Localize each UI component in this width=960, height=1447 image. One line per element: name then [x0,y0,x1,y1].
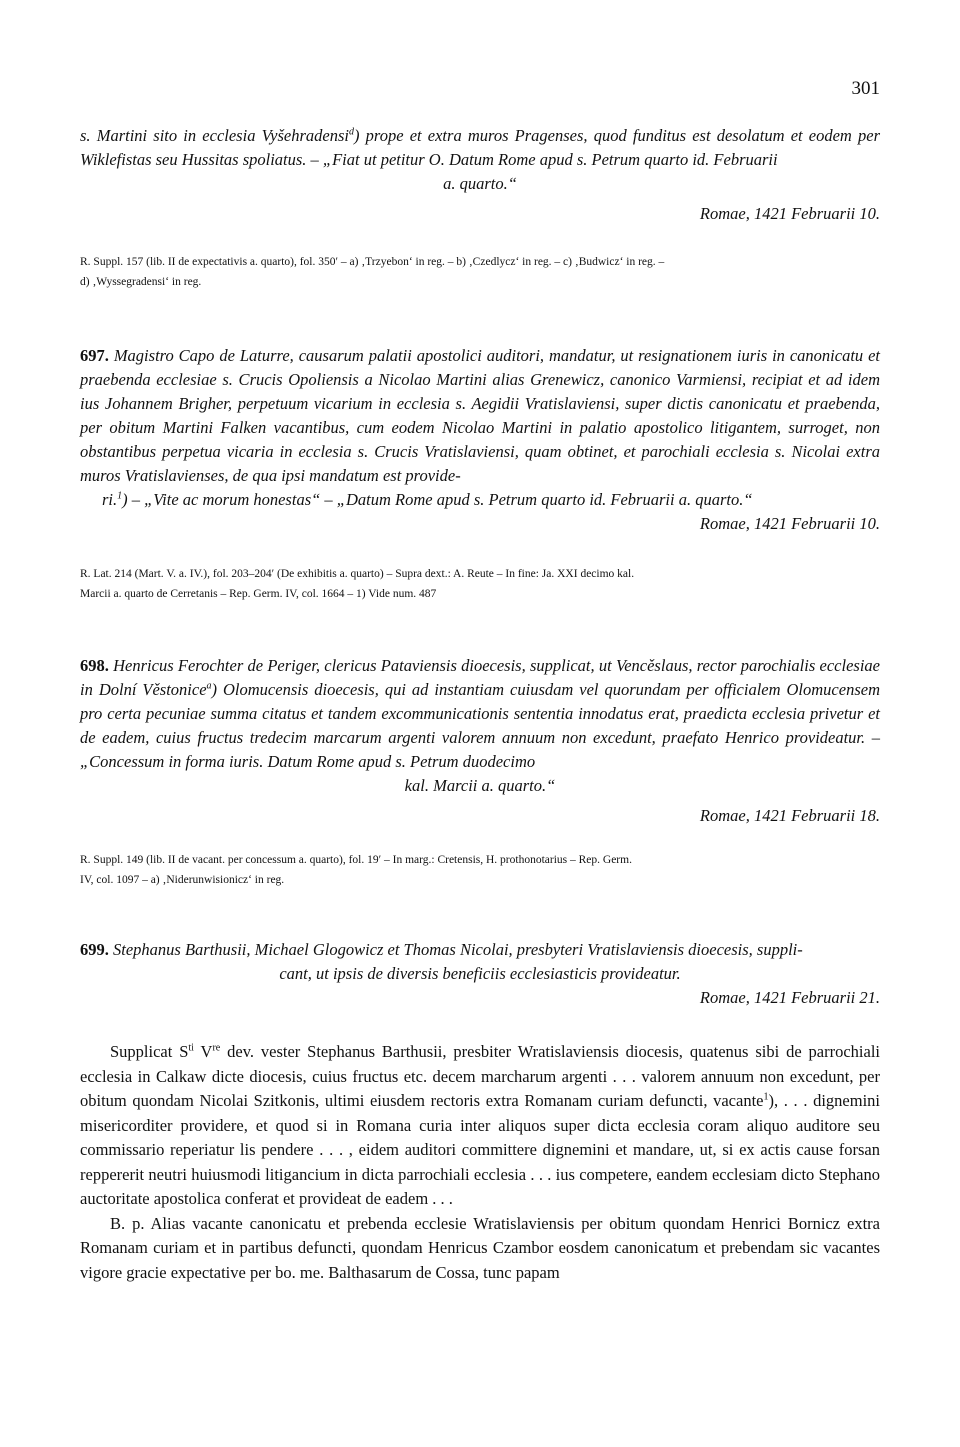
entry-696-apparatus [80,252,880,292]
entry-697-date: Romae, 1421 Februarii 10. [699,514,880,533]
entry-698-last-line: kal. Marcii a. quarto.“ [404,776,556,795]
entry-699-paragraph-1: Supplicat $S^{ti}$ Vre dev. vester Stephanus Barthusii, presbiter Wratislaviensis diocesis, quatenus sibi de parrochiali ecclesia in Calkaw dicte diocesis, cuius fructus etc. decem marcharum argenti . . . valorem annuum non excedunt, per obitum quondam Nicolai Szitkonis, ultimi eiusdem rectoris extra Romanam curiam defuncti, vacante$^1$), . . . dignemini misericorditer providere, et quod si in Romana curia inter aliquos super dicta ecclesia coram aliquo auditore seu commissario reperiatur lis pendere . . . , eidem auditori committere dignemini et mandare, ut, si ex actis cause forsan reppererit neutri huiusmodi litigancium in dicta parrochiali ecclesia . . . ius competere, eandem ecclesiam dicto Stephano auctoritate apostolica conferat et provideat de eadem . . . [80,1042,881,1208]
entry-699 [80,938,880,1010]
entry-697-text: 697. Magistro Capo de Laturre, causarum palatii apostolici auditori, mandatur, ut resignationem iuris in canonicatu et praebenda ecclesiae s. Crucis Opoliensis a Nicolao Martini alias Grenewicz, canonico Varmiensi, recipiat et ad idem ius Johannem Brigher, perpetuum vicarium in ecclesia s. Aegidii Vratislaviensi, super dictis canonicatu et praebenda, per obitum Martini Falken vacantibus, cum eodem Nicolao Martini in palatio apostolico litigantem, surroget, non obstantibus perpetua vicaria in ecclesia s. Crucis Vratislaviensi, quam obtinet, et parochiali ecclesia s. Nicolai extra muros Vratislavienses, de qua ipsi mandatum est provide- [80,346,881,485]
entry-698-date: Romae, 1421 Februarii 18. [699,806,880,825]
entry-699-last-line: cant, ut ipsis de diversis beneficiis ecclesiasticis provideatur. [279,964,681,983]
entry-698-apparatus-line-1: R. Suppl. 149 (lib. II de vacant. per concessum a. quarto), fol. 19′ – In marg.: Cretensis, H. prothonotarius – Rep. Germ. [80,854,632,866]
entry-697-apparatus-line-1: R. Lat. 214 (Mart. V. a. IV.), fol. 203–204′ (De exhibitis a. quarto) – Supra dext.: A. Reute – In fine: Ja. XXI decimo kal. [80,568,635,580]
entry-696-apparatus-line-2: d) ‚Wyssegradensi‘ in reg. [80,276,202,288]
entry-697-apparatus [80,564,880,604]
entry-699-heading: 699. Stephanus Barthusii, Michael Glogowicz et Thomas Nicolai, presbyteri Vratislaviensis dioecesis, suppli- [80,940,803,959]
entry-696-date: Romae, 1421 Februarii 10. [699,204,880,223]
entry-699-date: Romae, 1421 Februarii 21. [699,988,880,1007]
page-number: 301 [851,78,880,99]
entry-697 [80,344,880,536]
entry-696-last-line: a. quarto.“ [443,174,517,193]
entry-698-number: 698. [80,656,109,675]
entry-697-last-line: ri.$^1$) – „Vite ac morum honestas“ – „Datum Rome apud s. Petrum quarto id. Februarii a. quarto.“ [102,490,753,509]
entry-697-number: 697. [80,346,109,365]
entry-699-paragraph-2: B. p. Alias vacante canonicatu et prebenda ecclesie Wratislaviensis per obitum quondam Henrici Bornicz extra Romanam curiam et in partibus defuncti, quondam Henricus Czambor eosdem canonicatum et prebendam sic vacantes vigore gracie expectative per bo. me. Balthasarum de Cossa, tunc papam [80,1213,880,1282]
entry-698 [80,654,880,828]
entry-698-apparatus-line-2: IV, col. 1097 – a) ‚Niderunwisionicz‘ in reg. [80,874,285,886]
entry-696-text: s. Martini sito in ecclesia Vyšehradensi$^d$) prope et extra muros Pragenses, quod funditus est desolatum et eodem per Wiklefistas seu Hussitas spoliatus. – „Fiat ut petitur O. Datum Rome apud s. Petrum quarto id. Februarii [80,126,881,169]
entry-696-apparatus-line-1: R. Suppl. 157 (lib. II de expectativis a. quarto), fol. 350′ – a) ‚Trzyebon‘ in reg. – b) ‚Czedlycz‘ in reg. – c) ‚Budwicz‘ in reg. – [80,256,665,268]
entry-697-apparatus-line-2: Marcii a. quarto de Cerretanis – Rep. Germ. IV, col. 1664 – 1) Vide num. 487 [80,588,437,600]
entry-698-apparatus [80,850,880,890]
entry-696-continuation [80,124,880,226]
entry-698-text: 698. Henricus Ferochter de Periger, clericus Pataviensis dioecesis, supplicat, ut Vencěslaus, rector parochialis ecclesiae in Dolní Věstonice$^a$) Olomucensis dioecesis, qui ad instantiam cuiusdam vel quorundam per officialem Olomucensem pro certa pecuniae summa citatus et tandem excommunicationis sententia innodatus erat, praedicta ecclesia privetur et de eadem, cuius fructus tredecim marcarum argenti valorem annuum non excedunt, praefato Henrico provideatur. – „Concessum in forma iuris. Datum Rome apud s. Petrum duodecimo [80,656,880,771]
entry-699-number: 699. [80,940,109,959]
entry-699-body [80,1040,880,1285]
